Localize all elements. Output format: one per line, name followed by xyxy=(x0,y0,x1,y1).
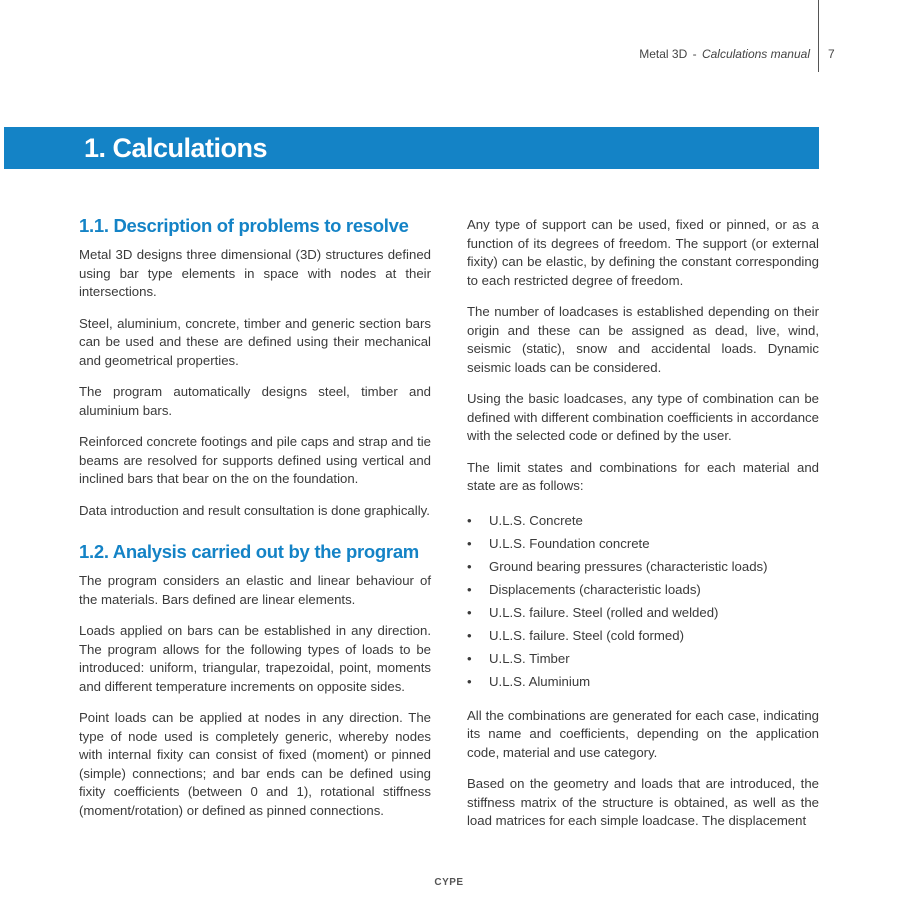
paragraph: Reinforced concrete footings and pile caps and strap and tie beams are resolved for supports defined using vertical and inclined bars that bear on the on the foundation. xyxy=(79,434,431,486)
right-column xyxy=(467,216,819,844)
list-item-label: Displacements (characteristic loads) xyxy=(489,581,701,597)
paragraph: Using the basic loadcases, any type of combination can be defined with different combination coefficients in accordance with the selected code or defined by the user. xyxy=(467,391,819,443)
bullet-icon: • xyxy=(467,581,472,597)
list-item-label: U.L.S. failure. Steel (cold formed) xyxy=(489,627,684,643)
list-item xyxy=(467,555,819,578)
product-name: Metal 3D xyxy=(639,47,688,61)
list-item-label: U.L.S. failure. Steel (rolled and welded) xyxy=(489,604,719,620)
list-item xyxy=(467,647,819,670)
section-heading-1-2: 1.2. Analysis carried out by the program xyxy=(79,541,419,562)
footer-brand: CYPE xyxy=(434,877,464,888)
list-item xyxy=(467,624,819,647)
paragraph: Any type of support can be used, fixed or pinned, or as a function of its degrees of freedom. The support (or external fixity) can be elastic, by defining the constant corresponding to each restricted degree of freedom. xyxy=(467,217,819,288)
running-header xyxy=(639,47,810,61)
paragraph: Steel, aluminium, concrete, timber and generic section bars can be used and these are defined using their mechanical and geometrical properties. xyxy=(79,315,431,368)
bullet-icon: • xyxy=(467,558,472,574)
list-item-label: U.L.S. Aluminium xyxy=(489,673,591,689)
chapter-banner xyxy=(4,127,819,169)
paragraph: All the combinations are generated for each case, indicating its name and coefficients, depending on the application code, material and use category. xyxy=(467,707,819,760)
paragraph: The program automatically designs steel, timber and aluminium bars. xyxy=(79,384,431,418)
list-item xyxy=(467,578,819,601)
section-heading-1-1: 1.1. Description of problems to resolve xyxy=(79,215,409,236)
chapter-title: 1. Calculations xyxy=(84,133,268,163)
paragraph: The program considers an elastic and linear behaviour of the materials. Bars defined are linear elements. xyxy=(79,573,431,607)
bullet-icon: • xyxy=(467,512,472,528)
list-item-label: U.L.S. Timber xyxy=(489,650,570,666)
paragraph: The number of loadcases is established depending on their origin and these can be assigned as dead, live, wind, seismic (static), snow and accidental loads. Dynamic seismic loads can be considered. xyxy=(467,304,819,375)
bullet-icon: • xyxy=(467,650,472,666)
paragraph: Loads applied on bars can be established in any direction. The program allows for the following types of loads to be introduced: uniform, triangular, trapezoidal, point, moments and different temperature increments on opposite sides. xyxy=(79,623,431,694)
list-item xyxy=(467,670,819,693)
bullet-icon: • xyxy=(467,627,472,643)
paragraph: Point loads can be applied at nodes in any direction. The type of node used is completely generic, whereby nodes with internal fixity can consist of fixed (moment) or pinned (simple) connections; and bar ends can be defined using fixity coefficients (between 0 and 1), rotational stiffness (moment/rotation) or defined as pinned connections. xyxy=(79,710,431,818)
header-divider xyxy=(818,0,819,72)
list-item-label: U.L.S. Foundation concrete xyxy=(489,535,650,551)
list-item xyxy=(467,532,819,555)
page-number: 7 xyxy=(828,47,835,61)
paragraph: Data introduction and result consultation is done graphically. xyxy=(79,502,430,518)
manual-title: Calculations manual xyxy=(701,47,810,61)
limit-states-list xyxy=(467,509,819,693)
paragraph: The limit states and combinations for each material and state are as follows: xyxy=(467,459,819,493)
paragraph: Based on the geometry and loads that are introduced, the stiffness matrix of the structure is obtained, as well as the load matrices for each simple loadcase. The displacement xyxy=(467,776,819,828)
bullet-icon: • xyxy=(467,535,472,551)
paragraph: Metal 3D designs three dimensional (3D) structures defined using bar type elements in space with nodes at their intersections. xyxy=(79,247,431,299)
list-item xyxy=(467,601,819,624)
list-item-label: Ground bearing pressures (characteristic loads) xyxy=(489,558,768,574)
bullet-icon: • xyxy=(467,604,472,620)
bullet-icon: • xyxy=(467,673,472,689)
list-item xyxy=(467,509,819,532)
left-column xyxy=(79,214,431,833)
header-separator: - xyxy=(692,47,697,61)
list-item-label: U.L.S. Concrete xyxy=(489,512,583,528)
